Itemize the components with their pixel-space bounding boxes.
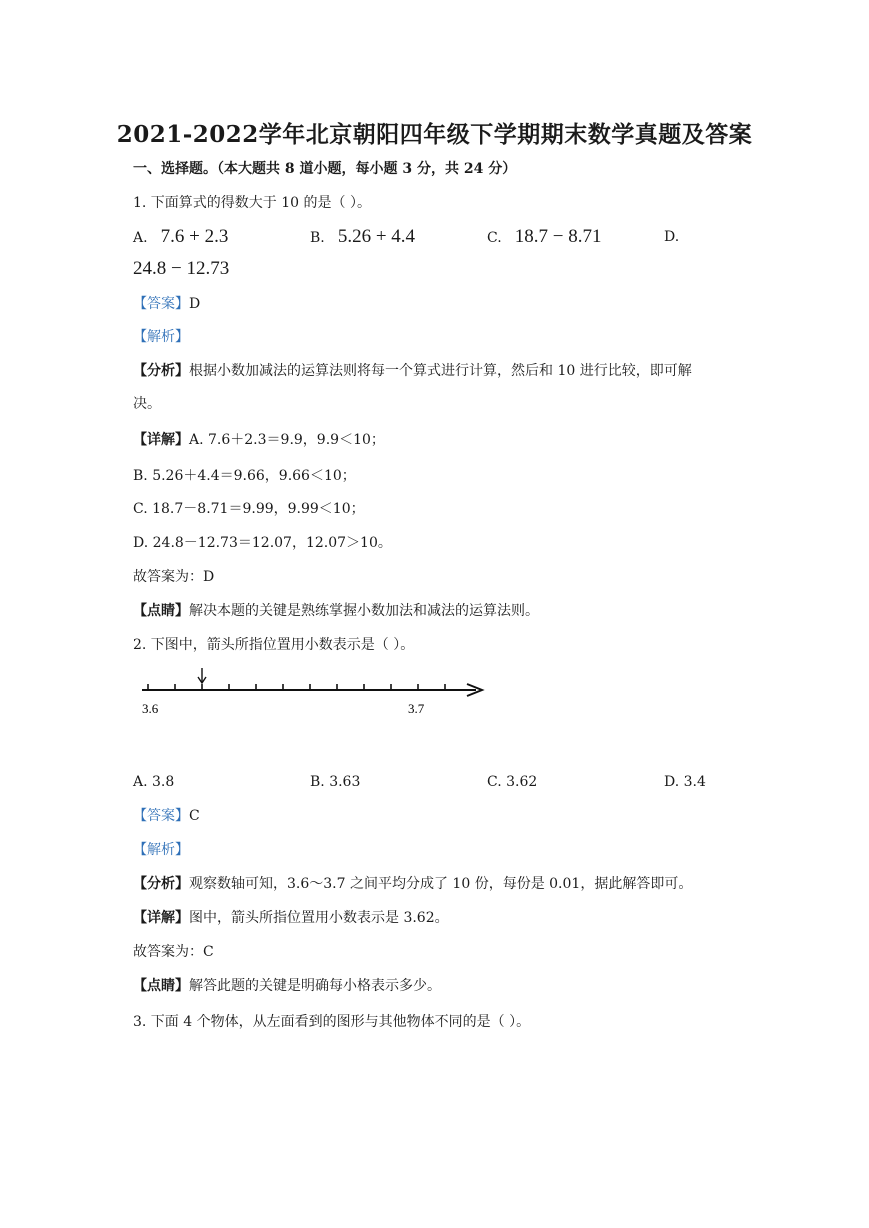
q2-dianjing xyxy=(133,976,441,996)
q1-fenxi-text-2: 决。 xyxy=(133,396,161,412)
q1-dianjing-text: 解决本题的关键是熟练掌握小数加法和减法的运算法则。 xyxy=(189,603,539,619)
q2-option-c xyxy=(487,772,537,792)
q2-option-d-value: 3.4 xyxy=(683,774,706,790)
q1-option-b-expr: 5.26 + 4.4 xyxy=(337,226,416,247)
q1-option-d-letter: D. xyxy=(664,229,680,245)
q2-fenxi-tag: 【分析】 xyxy=(133,876,189,892)
q3-stem: 3. 下面 4 个物体，从左面看到的图形与其他物体不同的是（ ）。 xyxy=(133,1014,531,1030)
q2-option-d-letter: D. xyxy=(664,774,680,790)
q2-option-a-letter: A. xyxy=(133,774,148,790)
q1-answer-tag: 【答案】 xyxy=(133,296,189,312)
q2-option-b-letter: B. xyxy=(310,774,325,790)
q2-dianjing-text: 解答此题的关键是明确每小格表示多少。 xyxy=(189,978,441,994)
pointer-arrow-icon xyxy=(198,668,206,683)
q1-dianjing xyxy=(133,601,539,621)
q2-dianjing-tag: 【点睛】 xyxy=(133,978,189,994)
q1-conclusion: 故答案为：D xyxy=(133,569,215,585)
q1-fenxi-tag: 【分析】 xyxy=(133,363,189,379)
q1-stem: 1. 下面算式的得数大于 10 的是（ ）。 xyxy=(133,195,371,211)
q2-option-d xyxy=(664,772,706,792)
q1-detail-line-b: B. 5.26＋4.4＝9.66，9.66＜10； xyxy=(133,468,356,484)
q2-answer-tag: 【答案】 xyxy=(133,808,189,824)
q2-conclusion: 故答案为：C xyxy=(133,944,214,960)
q1-detail-line-a: A. 7.6＋2.3＝9.9，9.9＜10； xyxy=(189,432,385,448)
q1-xiangjie xyxy=(133,430,385,450)
q2-answer-value: C xyxy=(189,808,200,824)
number-line-end-label: 3.7 xyxy=(408,701,425,716)
q1-xiangjie-tag: 【详解】 xyxy=(133,432,189,448)
q2-option-a-value: 3.8 xyxy=(152,774,175,790)
section-heading: 一、选择题。（本大题共 8 道小题，每小题 3 分，共 24 分） xyxy=(133,161,517,177)
q2-fenxi xyxy=(133,874,692,894)
q1-option-b xyxy=(310,226,415,248)
page-title: 2021-2022学年北京朝阳四年级下学期期末数学真题及答案 xyxy=(116,121,753,148)
number-line-figure xyxy=(130,664,500,724)
q2-xiangjie-text: 图中，箭头所指位置用小数表示是 3.62。 xyxy=(189,910,449,926)
number-line-start-label: 3.6 xyxy=(142,701,159,716)
q1-fenxi-text: 根据小数加减法的运算法则将每一个算式进行计算，然后和 10 进行比较，即可解 xyxy=(189,363,692,379)
q2-option-b xyxy=(310,772,360,792)
q1-detail-line-d: D. 24.8－12.73＝12.07，12.07＞10。 xyxy=(133,535,392,551)
q1-analysis-tag: 【解析】 xyxy=(133,329,189,345)
q1-detail-line-c: C. 18.7－8.71＝9.99，9.99＜10； xyxy=(133,501,365,517)
q1-option-d-expr: 24.8 − 12.73 xyxy=(133,258,230,279)
q2-stem: 2. 下图中，箭头所指位置用小数表示是（ ）。 xyxy=(133,637,415,653)
q1-answer-value: D xyxy=(189,296,201,312)
q2-option-b-value: 3.63 xyxy=(329,774,361,790)
q1-option-a xyxy=(133,226,228,248)
q2-option-c-letter: C. xyxy=(487,774,502,790)
q1-option-c xyxy=(487,226,601,248)
q1-option-c-letter: C. xyxy=(487,230,502,246)
q2-xiangjie xyxy=(133,908,449,928)
q2-answer xyxy=(133,806,200,826)
q2-option-c-value: 3.62 xyxy=(506,774,538,790)
q1-option-a-expr: 7.6 + 2.3 xyxy=(160,226,229,247)
q2-fenxi-text: 观察数轴可知，3.6～3.7 之间平均分成了 10 份，每份是 0.01，据此解答即可。 xyxy=(189,876,693,892)
q2-xiangjie-tag: 【详解】 xyxy=(133,910,189,926)
q1-option-a-letter: A. xyxy=(133,230,148,246)
q1-option-b-letter: B. xyxy=(310,230,325,246)
q1-option-c-expr: 18.7 − 8.71 xyxy=(514,226,602,247)
q1-dianjing-tag: 【点睛】 xyxy=(133,603,189,619)
q2-analysis-tag: 【解析】 xyxy=(133,842,189,858)
q2-option-a xyxy=(133,772,174,792)
q1-answer xyxy=(133,294,200,314)
q1-fenxi xyxy=(133,361,692,381)
